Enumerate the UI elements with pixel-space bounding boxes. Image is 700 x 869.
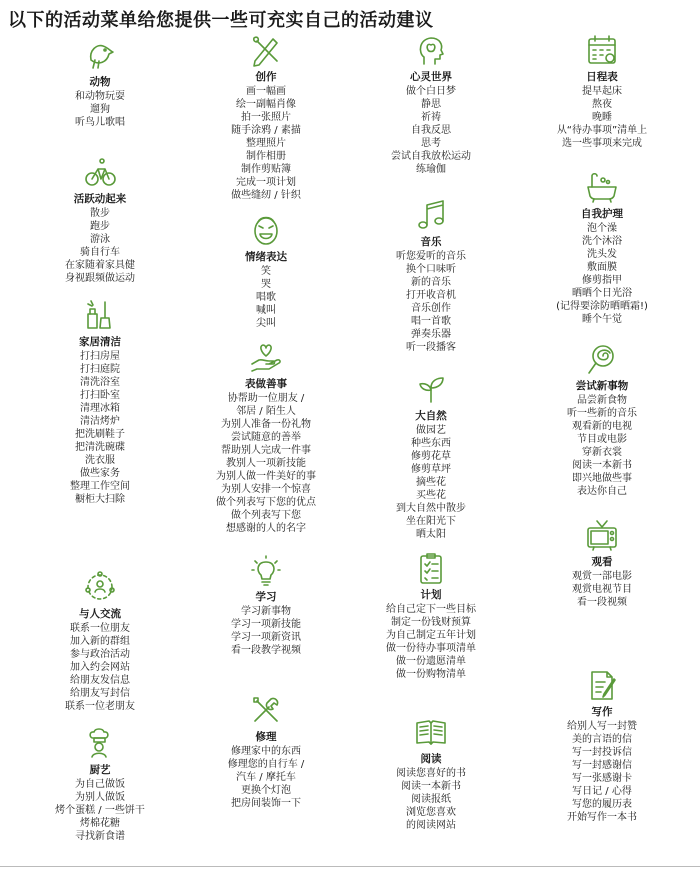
section-heading: 表做善事 [245, 378, 287, 390]
section-heading: 阅读 [420, 753, 442, 765]
sprout-icon [414, 372, 448, 406]
section-plan [345, 551, 517, 681]
list-item: 做一份遗愿清单 [396, 656, 466, 667]
list-item: 遛狗 [90, 104, 110, 115]
section-heading: 尝试新事物 [575, 380, 629, 392]
list-item: 摘些花 [416, 477, 446, 488]
list-item: 表达你自己 [577, 486, 627, 497]
tv-icon [585, 518, 619, 552]
page-title: 以下的活动菜单给您提供一些可充实自己的活动建议 [8, 10, 434, 31]
list-item: 教别人一项新技能 [226, 458, 306, 469]
list-item: 唱一首歌 [411, 316, 451, 327]
list-item: 打扫卧室 [80, 390, 120, 401]
section-learn [180, 553, 352, 657]
list-item: 联系一位朋友 [70, 623, 130, 634]
list-item: 买些花 [416, 490, 446, 501]
section-heading: 观看 [591, 556, 613, 568]
list-item: 洗个沐浴 [582, 236, 622, 247]
list-item: 练瑜伽 [416, 164, 446, 175]
section-heading: 厨艺 [89, 764, 111, 776]
section-watch [516, 518, 688, 609]
list-item: 祈祷 [421, 112, 441, 123]
list-item: 新的音乐 [411, 277, 451, 288]
list-item: 种些东西 [411, 438, 451, 449]
list-item: 思考 [421, 138, 441, 149]
list-item: 协帮助一位朋友 / [227, 393, 305, 404]
list-item: 阅读一本新书 [572, 460, 632, 471]
list-item: 跑步 [90, 221, 110, 232]
list-item: 看一段视频 [577, 597, 627, 608]
list-item: 汽车 / 摩托车 [236, 772, 296, 783]
list-item: 做个列表写下您 [231, 510, 301, 521]
mind-head-icon [414, 33, 448, 67]
section-social [14, 570, 186, 713]
list-item: 清洗浴室 [80, 377, 120, 388]
section-trynew [516, 342, 688, 498]
calendar-icon [585, 33, 619, 67]
list-item: 把洗刷鞋子 [75, 429, 125, 440]
list-item: 泡个澡 [587, 223, 617, 234]
list-item: 看一段教学视频 [231, 645, 301, 656]
list-item: 从“待办事项”清单上 [556, 125, 648, 136]
section-create [180, 33, 352, 202]
section-heading: 活跃动起来 [73, 193, 127, 205]
bird-icon [83, 38, 117, 72]
music-note-icon [414, 198, 448, 232]
section-music [345, 198, 517, 354]
section-cooking [14, 726, 186, 843]
list-item: 修剪草坪 [411, 464, 451, 475]
section-heading: 与人交流 [79, 608, 121, 620]
list-item: 写一张感谢卡 [572, 773, 632, 784]
list-item: 观赏电视节目 [572, 584, 632, 595]
list-item: 唱歌 [256, 292, 276, 303]
list-item: 晒晒个日光浴 [572, 288, 632, 299]
list-item: 学习新事物 [241, 606, 291, 617]
list-item: 完成一项计划 [236, 177, 296, 188]
list-item: 敷面膜 [587, 262, 617, 273]
list-item: 加入约会网站 [70, 662, 130, 673]
list-item: 寻找新食谱 [75, 831, 125, 842]
bathtub-icon [585, 170, 619, 204]
section-reading [345, 715, 517, 832]
list-item: 制作相册 [246, 151, 286, 162]
list-item: 整理工作空间 [70, 481, 130, 492]
list-item: 听您爱听的音乐 [396, 251, 466, 262]
list-item: 音乐创作 [411, 303, 451, 314]
list-item: 打开收音机 [406, 290, 456, 301]
list-item: 骑自行车 [80, 247, 120, 258]
pen-paper-icon [585, 668, 619, 702]
list-item: 烤棉花糖 [80, 818, 120, 829]
section-animals [14, 38, 186, 129]
list-item: 给朋友写封信 [70, 688, 130, 699]
list-item: 清理冰箱 [80, 403, 120, 414]
list-item: 阅读报纸 [411, 794, 451, 805]
list-item: 把房间装饰一下 [231, 798, 301, 809]
bicycle-icon [83, 155, 117, 189]
list-item: 散步 [90, 208, 110, 219]
list-item: 静思 [421, 99, 441, 110]
section-schedule [516, 33, 688, 150]
lightbulb-icon [249, 553, 283, 587]
list-item: 写日记 / 心得 [572, 786, 632, 797]
list-item: 打扫庭院 [80, 364, 120, 375]
section-heading: 创作 [255, 71, 277, 83]
list-item: 制定一份钱财预算 [391, 617, 471, 628]
section-heading: 写作 [591, 706, 613, 718]
list-item: 坐在阳光下 [406, 516, 456, 527]
list-item: (记得要涂防晒晒霜!) [556, 301, 648, 312]
clipboard-icon [414, 551, 448, 585]
list-item: 到大自然中散步 [396, 503, 466, 514]
section-heading: 家居清洁 [79, 336, 121, 348]
list-item: 浏览您喜欢 [406, 807, 456, 818]
section-selfcare [516, 170, 688, 326]
list-item: 修剪指甲 [582, 275, 622, 286]
tools-icon [249, 693, 283, 727]
list-item: 即兴地做些事 [572, 473, 632, 484]
list-item: 观赏一部电影 [572, 571, 632, 582]
list-item: 洗衣服 [85, 455, 115, 466]
book-icon [414, 715, 448, 749]
list-item: 熬夜 [592, 99, 612, 110]
list-item: 为别人做饭 [75, 792, 125, 803]
list-item: 为自己制定五年计划 [386, 630, 476, 641]
list-item: 想感谢的人的名字 [226, 523, 306, 534]
section-repair [180, 693, 352, 810]
list-item: 尝试自我放松运动 [391, 151, 471, 162]
list-item: 做个列表写下您的优点 [216, 497, 316, 508]
lollipop-icon [585, 342, 619, 376]
section-kindness [180, 340, 352, 535]
list-item: 游泳 [90, 234, 110, 245]
list-item: 做个白日梦 [406, 86, 456, 97]
section-heading: 心灵世界 [410, 71, 452, 83]
list-item: 写您的履历表 [572, 799, 632, 810]
people-network-icon [83, 570, 117, 604]
list-item: 笑 [261, 266, 271, 277]
list-item: 修理您的自行车 / [227, 759, 305, 770]
list-item: 做园艺 [416, 425, 446, 436]
list-item: 为别人准备一份礼物 [221, 419, 311, 430]
list-item: 烤个蛋糕 / 一些饼干 [55, 805, 145, 816]
section-heading: 动物 [89, 76, 111, 88]
list-item: 阅读您喜好的书 [396, 768, 466, 779]
list-item: 品尝新食物 [577, 395, 627, 406]
list-item: 身视跟频做运动 [65, 273, 135, 284]
section-emotion [180, 213, 352, 330]
list-item: 参与政治活动 [70, 649, 130, 660]
list-item: 随手涂鸦 / 素描 [231, 125, 301, 136]
list-item: 观看新的电视 [572, 421, 632, 432]
list-item: 在家随着家具健 [65, 260, 135, 271]
list-item: 做些家务 [80, 468, 120, 479]
list-item: 做一份待办事项清单 [386, 643, 476, 654]
list-item: 晒太阳 [416, 529, 446, 540]
list-item: 写一封投诉信 [572, 747, 632, 758]
list-item: 自我反思 [411, 125, 451, 136]
list-item: 做一份购物清单 [396, 669, 466, 680]
section-heading: 自我护理 [581, 208, 623, 220]
list-item: 洗头发 [587, 249, 617, 260]
list-item: 学习一项新技能 [231, 619, 301, 630]
list-item: 选一些事项来完成 [562, 138, 642, 149]
list-item: 为别人安排一个惊喜 [221, 484, 311, 495]
list-item: 的阅读网站 [406, 820, 456, 831]
list-item: 给朋友发信息 [70, 675, 130, 686]
list-item: 拍一张照片 [241, 112, 291, 123]
list-item: 为自己做饭 [75, 779, 125, 790]
list-item: 把清洗碗碟 [75, 442, 125, 453]
section-heading: 日程表 [586, 71, 618, 83]
list-item: 画一幅画 [246, 86, 286, 97]
section-heading: 情绪表达 [245, 251, 287, 263]
section-heading: 音乐 [420, 236, 442, 248]
cleaning-icon [83, 298, 117, 332]
list-item: 睡个午觉 [582, 314, 622, 325]
list-item: 晚睡 [592, 112, 612, 123]
list-item: 节目或电影 [577, 434, 627, 445]
list-item: 美的言语的信 [572, 734, 632, 745]
list-item: 喊叫 [256, 305, 276, 316]
section-writing [516, 668, 688, 824]
section-heading: 修理 [255, 731, 277, 743]
list-item: 听鸟儿歌唱 [75, 117, 125, 128]
section-heading: 学习 [255, 591, 277, 603]
laughing-face-icon [249, 213, 283, 247]
list-item: 写一封感谢信 [572, 760, 632, 771]
list-item: 整理照片 [246, 138, 286, 149]
list-item: 穿新衣裳 [582, 447, 622, 458]
section-nature [345, 372, 517, 541]
section-mind [345, 33, 517, 176]
list-item: 做些缝纫 / 针织 [231, 190, 301, 201]
list-item: 修剪花草 [411, 451, 451, 462]
chef-icon [83, 726, 117, 760]
list-item: 橱柜大扫除 [75, 494, 125, 505]
list-item: 尝试随意的善举 [231, 432, 301, 443]
section-active [14, 155, 186, 285]
list-item: 给别人写一封赞 [567, 721, 637, 732]
list-item: 尖叫 [256, 318, 276, 329]
list-item: 清洁烤炉 [80, 416, 120, 427]
heart-hand-icon [249, 340, 283, 374]
list-item: 为别人做一件美好的事 [216, 471, 316, 482]
list-item: 阅读一本新书 [401, 781, 461, 792]
page-bottom-divider [0, 866, 700, 867]
list-item: 哭 [261, 279, 271, 290]
list-item: 和动物玩耍 [75, 91, 125, 102]
section-heading: 计划 [420, 589, 442, 601]
list-item: 更换个灯泡 [241, 785, 291, 796]
list-item: 换个口味听 [406, 264, 456, 275]
list-item: 邻居 / 陌生人 [236, 406, 296, 417]
list-item: 学习一项新资讯 [231, 632, 301, 643]
list-item: 加入新的群组 [70, 636, 130, 647]
list-item: 听一段播客 [406, 342, 456, 353]
list-item: 帮助别人完成一件事 [221, 445, 311, 456]
list-item: 联系一位老朋友 [65, 701, 135, 712]
section-cleaning [14, 298, 186, 506]
list-item: 弹奏乐器 [411, 329, 451, 340]
list-item: 给自己定下一些目标 [386, 604, 476, 615]
list-item: 提早起床 [582, 86, 622, 97]
list-item: 开始写作一本书 [567, 812, 637, 823]
pencil-brush-icon [249, 33, 283, 67]
section-heading: 大自然 [415, 410, 447, 422]
list-item: 打扫房屋 [80, 351, 120, 362]
list-item: 制作剪贴簿 [241, 164, 291, 175]
list-item: 修理家中的东西 [231, 746, 301, 757]
list-item: 听一些新的音乐 [567, 408, 637, 419]
list-item: 绘一副幅肖像 [236, 99, 296, 110]
